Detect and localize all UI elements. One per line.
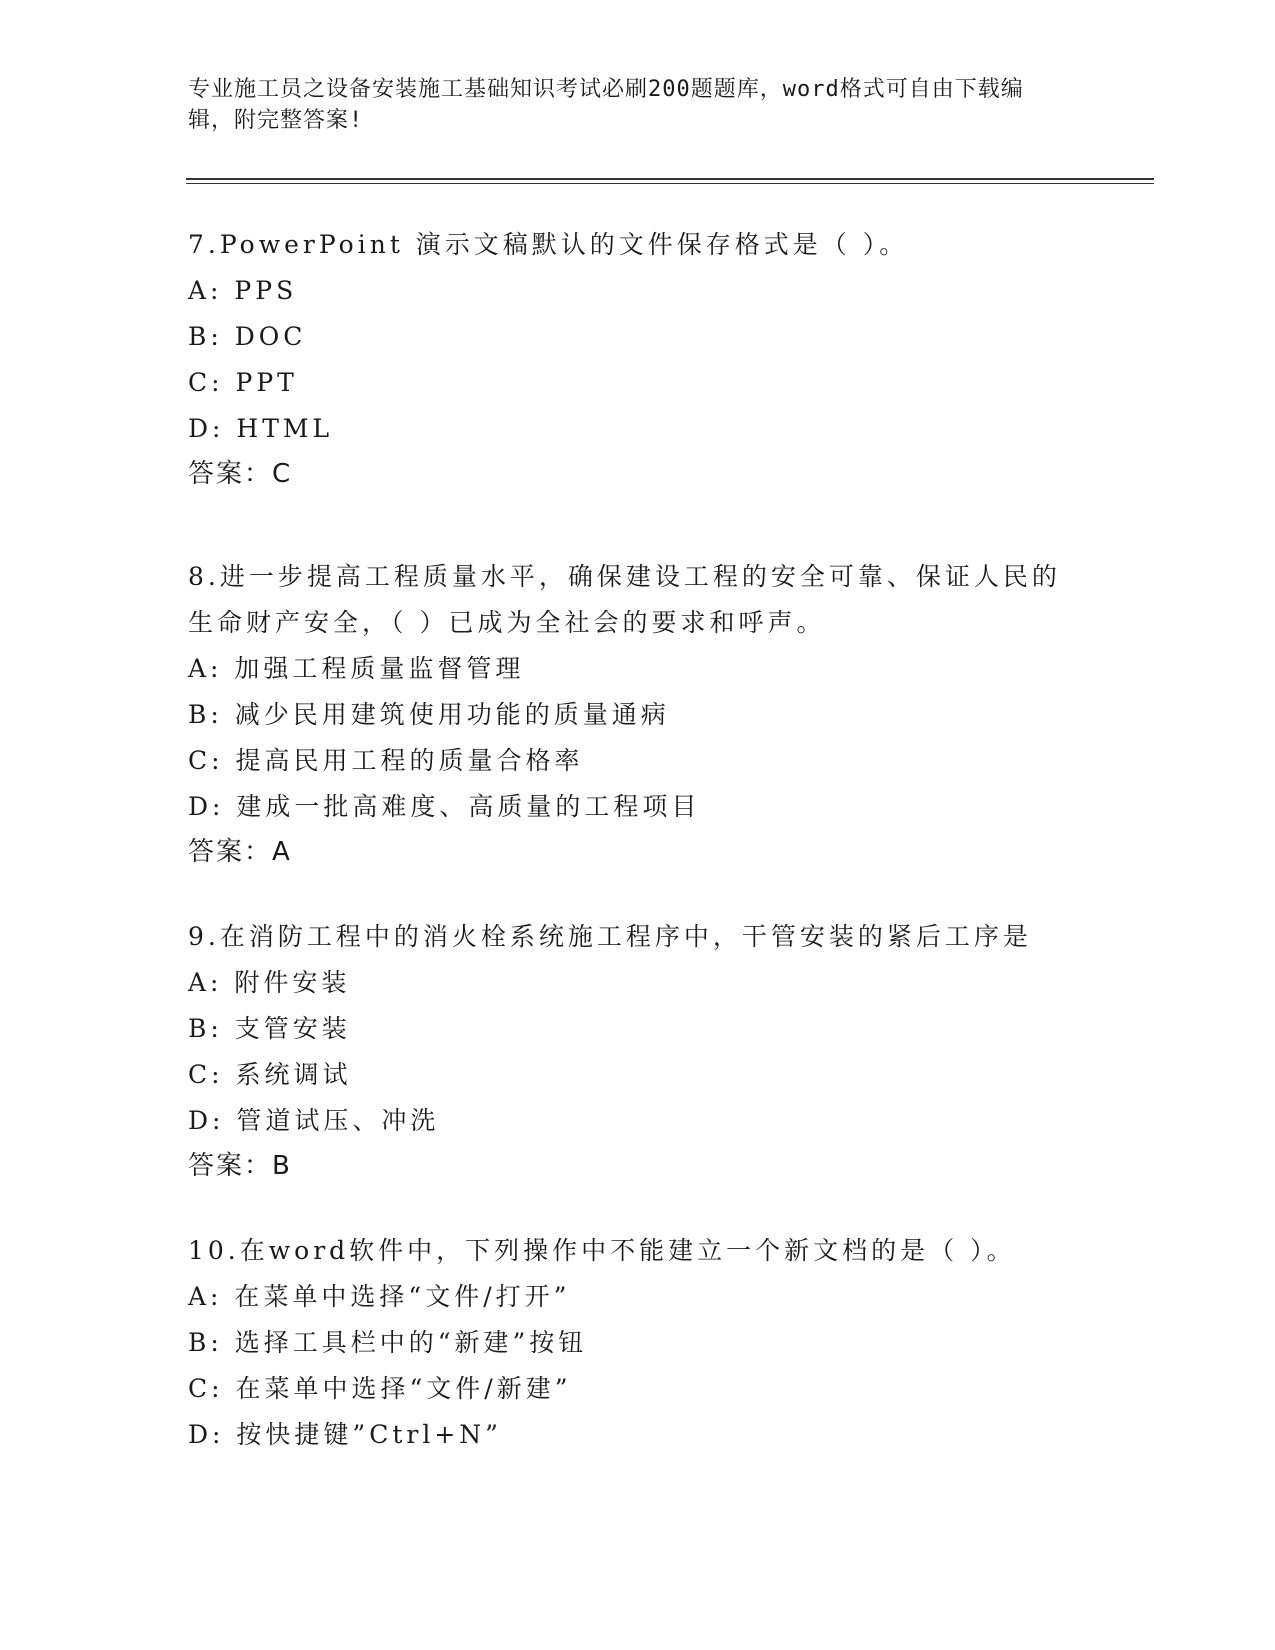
- option-c: C: 在菜单中选择“文件/新建”: [188, 1374, 572, 1403]
- question-8: [188, 554, 1088, 874]
- answer: 答案：A: [188, 837, 292, 867]
- option-b: B: 支管安装: [188, 1014, 351, 1043]
- option-b: B: 减少民用建筑使用功能的质量通病: [188, 700, 670, 729]
- option-a: A: 附件安装: [188, 968, 351, 997]
- question-stem: 9.在消防工程中的消火栓系统施工程序中，干管安装的紧后工序是: [188, 922, 1032, 951]
- document-header: 专业施工员之设备安装施工基础知识考试必刷200题题库，word格式可自由下载编辑，附完整答案!: [188, 77, 1024, 133]
- option-c: C: PPT: [188, 368, 298, 397]
- question-stem: 8.进一步提高工程质量水平，确保建设工程的安全可靠、保证人民的生命财产安全，（ ）已成为全社会的要求和呼声。: [188, 562, 1061, 637]
- option-c: C: 系统调试: [188, 1060, 352, 1089]
- option-d: D: 按快捷键”Ctrl+N”: [188, 1420, 502, 1449]
- question-9: [188, 914, 1088, 1188]
- question-7: [188, 222, 1088, 496]
- question-10: [188, 1228, 1088, 1458]
- answer: 答案：B: [188, 1151, 292, 1181]
- option-d: D: 建成一批高难度、高质量的工程项目: [188, 792, 701, 821]
- option-c: C: 提高民用工程的质量合格率: [188, 746, 584, 775]
- question-stem: 10.在word软件中，下列操作中不能建立一个新文档的是（ ）。: [188, 1236, 1016, 1265]
- header-divider: [186, 178, 1154, 180]
- option-a: A: 在菜单中选择“文件/打开”: [188, 1282, 571, 1311]
- option-b: B: 选择工具栏中的“新建”按钮: [188, 1328, 588, 1357]
- answer: 答案：C: [188, 459, 293, 489]
- header-divider-thin: [186, 183, 1154, 184]
- question-stem: 7.PowerPoint 演示文稿默认的文件保存格式是（ ）。: [188, 230, 909, 259]
- option-a: A: PPS: [188, 276, 298, 305]
- option-b: B: DOC: [188, 322, 307, 351]
- option-a: A: 加强工程质量监督管理: [188, 654, 525, 683]
- option-d: D: 管道试压、冲洗: [188, 1106, 440, 1135]
- option-d: D: HTML: [188, 414, 334, 443]
